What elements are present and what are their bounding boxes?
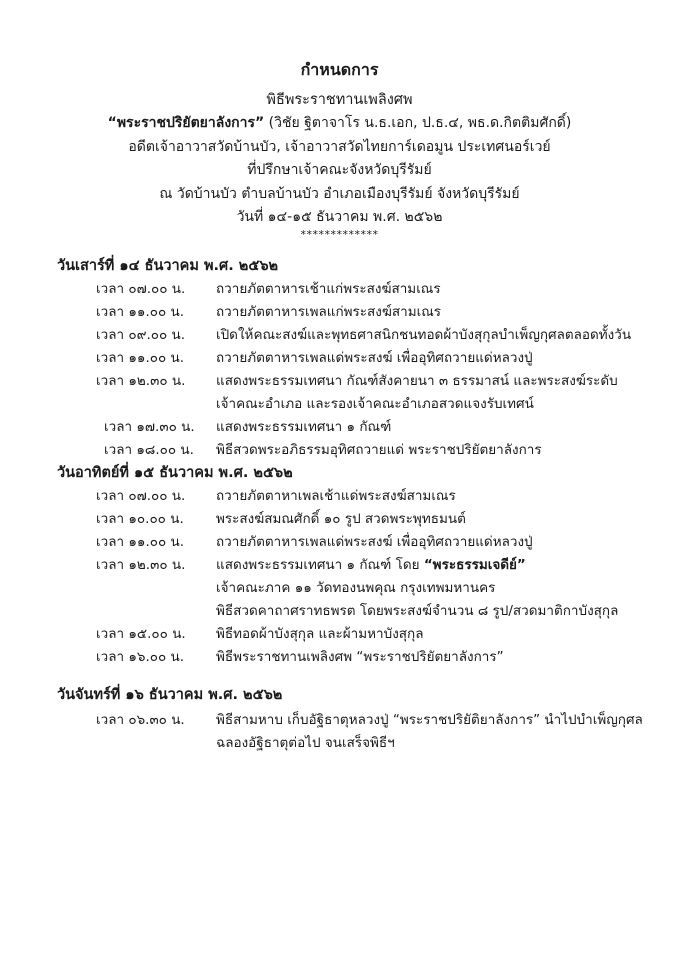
- schedule-desc: ถวายภัตตาหารเพลแด่พระสงฆ์ เพื่ออุทิศถวายแด่หลวงปู่: [216, 534, 533, 550]
- schedule-row: [0, 530, 679, 552]
- preacher-name: “พระธรรมเจดีย์”: [423, 557, 526, 573]
- day-heading-monday: วันจันทร์ที่ ๑๖ ธันวาคม พ.ศ. ๒๕๖๒: [57, 687, 283, 703]
- schedule-row: [0, 346, 679, 368]
- schedule-time: เวลา ๑๘.๐๐ น.: [104, 442, 194, 458]
- schedule-desc: พิธีทอดผ้าบังสุกุล และผ้ามหาบังสุกุล: [216, 626, 424, 642]
- schedule-desc: ถวายภัตตาหารเพลแด่พระสงฆ์ เพื่ออุทิศถวายแด่หลวงปู่: [216, 350, 533, 366]
- venue: ณ วัดบ้านบัว ตำบลบ้านบัว อำเภอเมืองบุรีรัมย์ จังหวัดบุรีรัมย์: [159, 186, 520, 202]
- schedule-row: [0, 323, 679, 345]
- schedule-desc: พระสงฆ์สมณศักดิ์ ๑๐ รูป สวดพระพุทธมนต์: [216, 511, 466, 527]
- day-heading-sunday: วันอาทิตย์ที่ ๑๕ ธันวาคม พ.ศ. ๒๕๖๒: [57, 465, 293, 481]
- schedule-time: เวลา ๑๑.๐๐ น.: [96, 304, 185, 320]
- schedule-time: เวลา ๐๗.๐๐ น.: [96, 281, 186, 297]
- schedule-time: เวลา ๑๑.๐๐ น.: [96, 534, 185, 550]
- schedule-row: [0, 300, 679, 322]
- schedule-row: [0, 645, 679, 667]
- schedule-desc: แสดงพระธรรมเทศนา กัณฑ์สังคายนา ๓ ธรรมาสน์ และพระสงฆ์ระดับ: [216, 373, 618, 389]
- schedule-desc: แสดงพระธรรมเทศนา ๑ กัณฑ์: [216, 419, 392, 435]
- schedule-desc-continued: เจ้าคณะอำเภอ และรองเจ้าคณะอำเภอสวดแจงรับเทศน์: [216, 396, 534, 412]
- schedule-time: เวลา ๑๕.๐๐ น.: [96, 626, 186, 642]
- advisor-position: ที่ปรึกษาเจ้าคณะจังหวัดบุรีรัมย์: [247, 162, 432, 178]
- schedule-desc-continued: ฉลองอัฐิธาตุต่อไป จนเสร็จพิธีฯ: [216, 735, 395, 751]
- schedule-time: เวลา ๑๐.๐๐ น.: [96, 511, 184, 527]
- schedule-desc: เปิดให้คณะสงฆ์และพุทธศาสนิกชนทอดผ้าบังสุกุลบำเพ็ญกุศลตลอดทั้งวัน: [216, 327, 632, 343]
- schedule-row: [0, 708, 679, 730]
- document-title: กำหนดการ: [300, 60, 379, 79]
- schedule-time: เวลา ๑๒.๓๐ น.: [96, 373, 186, 389]
- schedule-desc: พิธีสามหาบ เก็บอัฐิธาตุหลวงปู่ “พระราชปริยัติยาลังการ” นำไปบำเพ็ญกุศล: [216, 712, 643, 728]
- schedule-desc-continued: พิธีสวดคาถาศราทธพรต โดยพระสงฆ์จำนวน ๘ รูป/สวดมาติกาบังสุกุล: [216, 603, 619, 619]
- schedule-row: [0, 415, 679, 437]
- schedule-time: เวลา ๑๒.๓๐ น.: [96, 557, 186, 573]
- date-range: วันที่ ๑๔-๑๕ ธันวาคม พ.ศ. ๒๕๖๒: [236, 209, 443, 225]
- schedule-time: เวลา ๐๗.๐๐ น.: [96, 488, 186, 504]
- schedule-row: [0, 484, 679, 506]
- schedule-row: [0, 369, 679, 391]
- schedule-time: เวลา ๐๙.๐๐ น.: [96, 327, 186, 343]
- divider-stars: *************: [300, 228, 379, 241]
- monk-details: (วิชัย ฐิตาจาโร น.ธ.เอก, ป.ธ.๔, พธ.ด.กิตติมศักดิ์): [264, 115, 572, 131]
- schedule-desc: พิธีสวดพระอภิธรรมอุทิศถวายแด่ พระราชปริยัตยาลังการ: [216, 442, 542, 458]
- ceremony-title: พิธีพระราชทานเพลิงศพ: [266, 92, 413, 108]
- monk-title: “พระราชปริยัตยาลังการ”: [107, 115, 265, 131]
- schedule-desc-text: แสดงพระธรรมเทศนา ๑ กัณฑ์ โดย: [216, 557, 424, 573]
- day-heading-saturday: วันเสาร์ที่ ๑๔ ธันวาคม พ.ศ. ๒๕๖๒: [57, 258, 279, 274]
- schedule-row: [0, 438, 679, 460]
- former-position: อดีตเจ้าอาวาสวัดบ้านบัว, เจ้าอาวาสวัดไทยการ์เดอมูน ประเทศนอร์เวย์: [128, 139, 551, 155]
- schedule-time: เวลา ๑๑.๐๐ น.: [96, 350, 185, 366]
- schedule-time: เวลา ๑๖.๐๐ น.: [96, 649, 185, 665]
- schedule-row: [0, 553, 679, 575]
- monk-name-line: [0, 112, 679, 134]
- schedule-desc-continued: เจ้าคณะภาค ๑๑ วัดทองนพคุณ กรุงเทพมหานคร: [216, 580, 496, 596]
- schedule-desc: [216, 553, 526, 575]
- schedule-desc: ถวายภัตตาหาเพลเช้าแด่พระสงฆ์สามเณร: [216, 488, 456, 504]
- schedule-row: [0, 507, 679, 529]
- schedule-time: เวลา ๑๗.๓๐ น.: [104, 419, 195, 435]
- schedule-desc: ถวายภัตตาหารเพลแก่พระสงฆ์สามเณร: [216, 304, 442, 320]
- schedule-row: [0, 277, 679, 299]
- schedule-row: [0, 622, 679, 644]
- schedule-desc: พิธีพระราชทานเพลิงศพ “พระราชปริยัตยาลังการ”: [216, 649, 504, 665]
- schedule-desc: ถวายภัตตาหารเช้าแก่พระสงฆ์สามเณร: [216, 281, 441, 297]
- schedule-time: เวลา ๐๖.๓๐ น.: [96, 712, 185, 728]
